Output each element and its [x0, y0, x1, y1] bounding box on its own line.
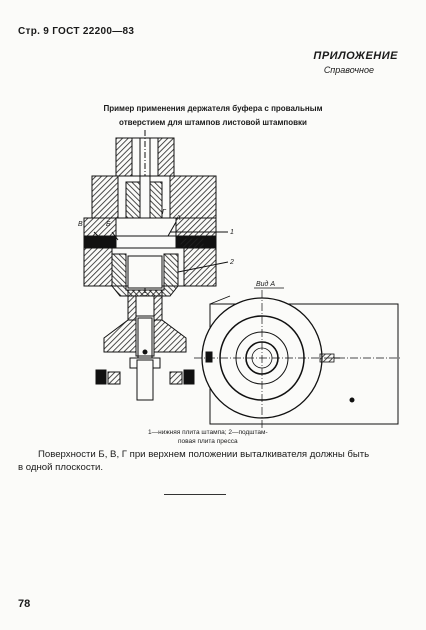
- figure-title-line-1: Пример применения держателя буфера с провальным: [103, 104, 323, 113]
- caption-line-2: повая плита пресса: [178, 438, 238, 445]
- appendix-title: ПРИЛОЖЕНИЕ: [313, 50, 398, 62]
- label-a: А: [176, 215, 181, 222]
- label-2: 2: [230, 259, 234, 266]
- view-a-drawing: [194, 290, 400, 428]
- view-a-label: Вид А: [256, 281, 276, 288]
- caption-line-1: 1—нижняя плита штампа; 2—подштам-: [148, 429, 268, 436]
- figure-title-line-2: отверстием для штампов листовой штамповки: [119, 118, 307, 127]
- page-header: Стр. 9 ГОСТ 22200—83: [18, 26, 135, 37]
- label-v: В: [78, 221, 83, 228]
- label-g: Г: [162, 209, 166, 216]
- label-1: 1: [230, 229, 234, 236]
- appendix-subtitle: Справочное: [323, 65, 374, 75]
- label-b: Б: [106, 221, 111, 228]
- page-number: 78: [18, 598, 31, 610]
- body-text-line-1: Поверхности Б, В, Г при верхнем положении выталкивателя должны быть: [38, 449, 370, 460]
- body-text-line-2: в одной плоскости.: [18, 462, 104, 473]
- separator-line: [164, 494, 226, 495]
